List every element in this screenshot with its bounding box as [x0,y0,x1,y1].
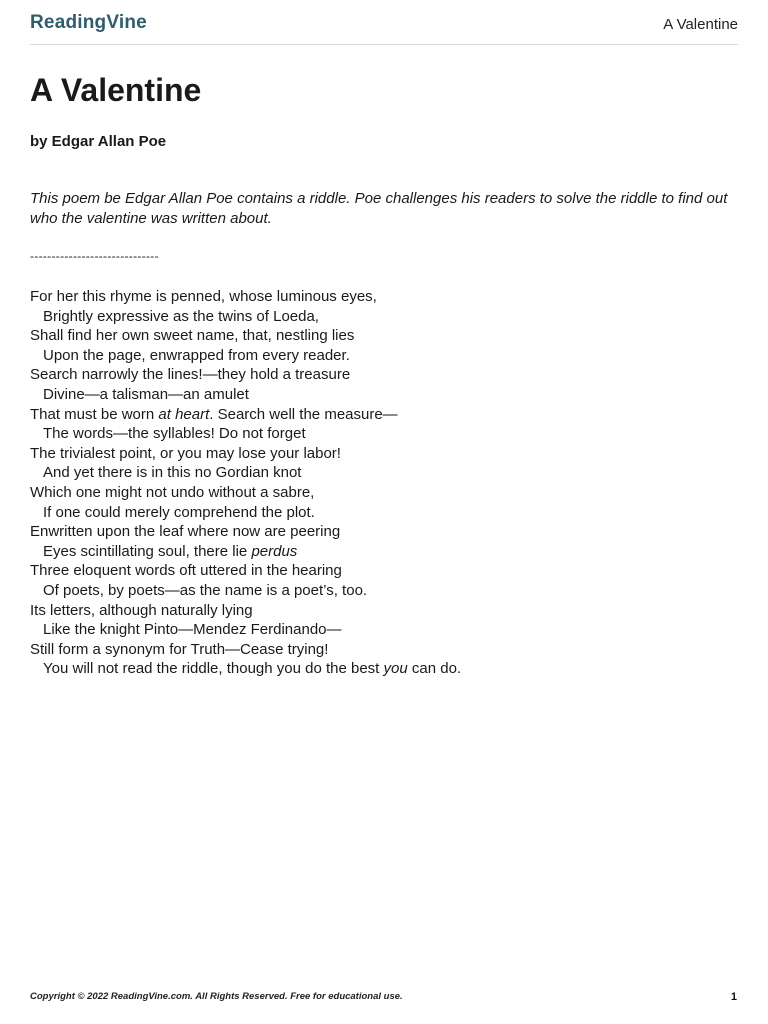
intro-paragraph: This poem be Edgar Allan Poe contains a riddle. Poe challenges his readers to solve the riddle to find out who the valentine was written about. [30,190,728,227]
poem-line [30,542,730,562]
footer-copyright: Copyright © 2022 ReadingVine.com. All Rights Reserved. Free for educational use. [30,991,403,1002]
poem-line-segment: Still form a synonym for Truth—Cease trying! [30,640,329,658]
poem-line [30,346,730,366]
poem-line [30,287,730,307]
poem-line [30,307,730,327]
readingvine-logo[interactable]: ReadingVine [30,12,147,33]
poem-line [30,620,730,640]
poem-line-segment: The trivialest point, or you may lose your labor! [30,444,341,462]
poem-line [30,385,730,405]
poem-line-segment: Its letters, although naturally lying [30,601,253,619]
poem-line [30,444,730,464]
poem-line-segment: can do. [407,660,462,678]
poem-line [30,581,730,601]
poem-line-segment: The words—the syllables! Do not forget [43,425,306,443]
poem-line-segment: . Search well the measure— [209,405,398,423]
poem-body [30,287,730,679]
poem-line-italic-segment: perdus [251,542,298,560]
poem-line-segment: Enwritten upon the leaf where now are peering [30,523,341,541]
poem-line [30,424,730,444]
poem-line [30,561,730,581]
poem-line [30,659,730,679]
poem-line-segment: For her this rhyme is penned, whose luminous eyes, [30,288,377,305]
poem-line-segment: Three eloquent words oft uttered in the hearing [30,562,342,580]
poem-line-segment: That must be worn [30,405,159,423]
page-header [30,10,738,45]
poem-line-segment: Like the knight Pinto—Mendez Ferdinando— [43,621,342,639]
poem-line-segment: You will not read the riddle, though you do the best [43,660,384,678]
poem-line-segment: And yet there is in this no Gordian knot [43,464,302,482]
poem-line-segment: Upon the page, enwrapped from every reader. [43,346,350,364]
divider-line: ------------------------------ [30,249,159,263]
poem-line [30,326,730,346]
byline: by Edgar Allan Poe [30,133,167,150]
poem-line-segment: Brightly expressive as the twins of Loeda, [43,307,319,325]
poem-line-segment: Search narrowly the lines!—they hold a treasure [30,366,351,384]
poem-line-italic-segment: you [383,660,408,678]
page-number: 1 [730,991,737,1003]
poem-line-segment: Of poets, by poets—as the name is a poet’s, too. [43,581,368,599]
poem-line [30,483,730,503]
page-title: A Valentine [30,72,202,108]
poem-line-segment: Divine—a talisman—an amulet [43,385,249,403]
poem-line [30,522,730,542]
poem-line [30,405,730,425]
poem-line [30,503,730,523]
poem-line-segment: Shall find her own sweet name, that, nestling lies [30,327,355,345]
poem-line-italic-segment: at heart [158,405,210,423]
poem-line-segment: Which one might not undo without a sabre, [30,483,315,501]
poem-line [30,463,730,483]
poem-line [30,640,730,660]
poem-line [30,365,730,385]
poem-line [30,601,730,621]
poem-line-segment: If one could merely comprehend the plot. [43,503,315,521]
header-title: A Valentine [663,16,738,33]
poem-line-segment: Eyes scintillating soul, there lie [43,542,252,560]
